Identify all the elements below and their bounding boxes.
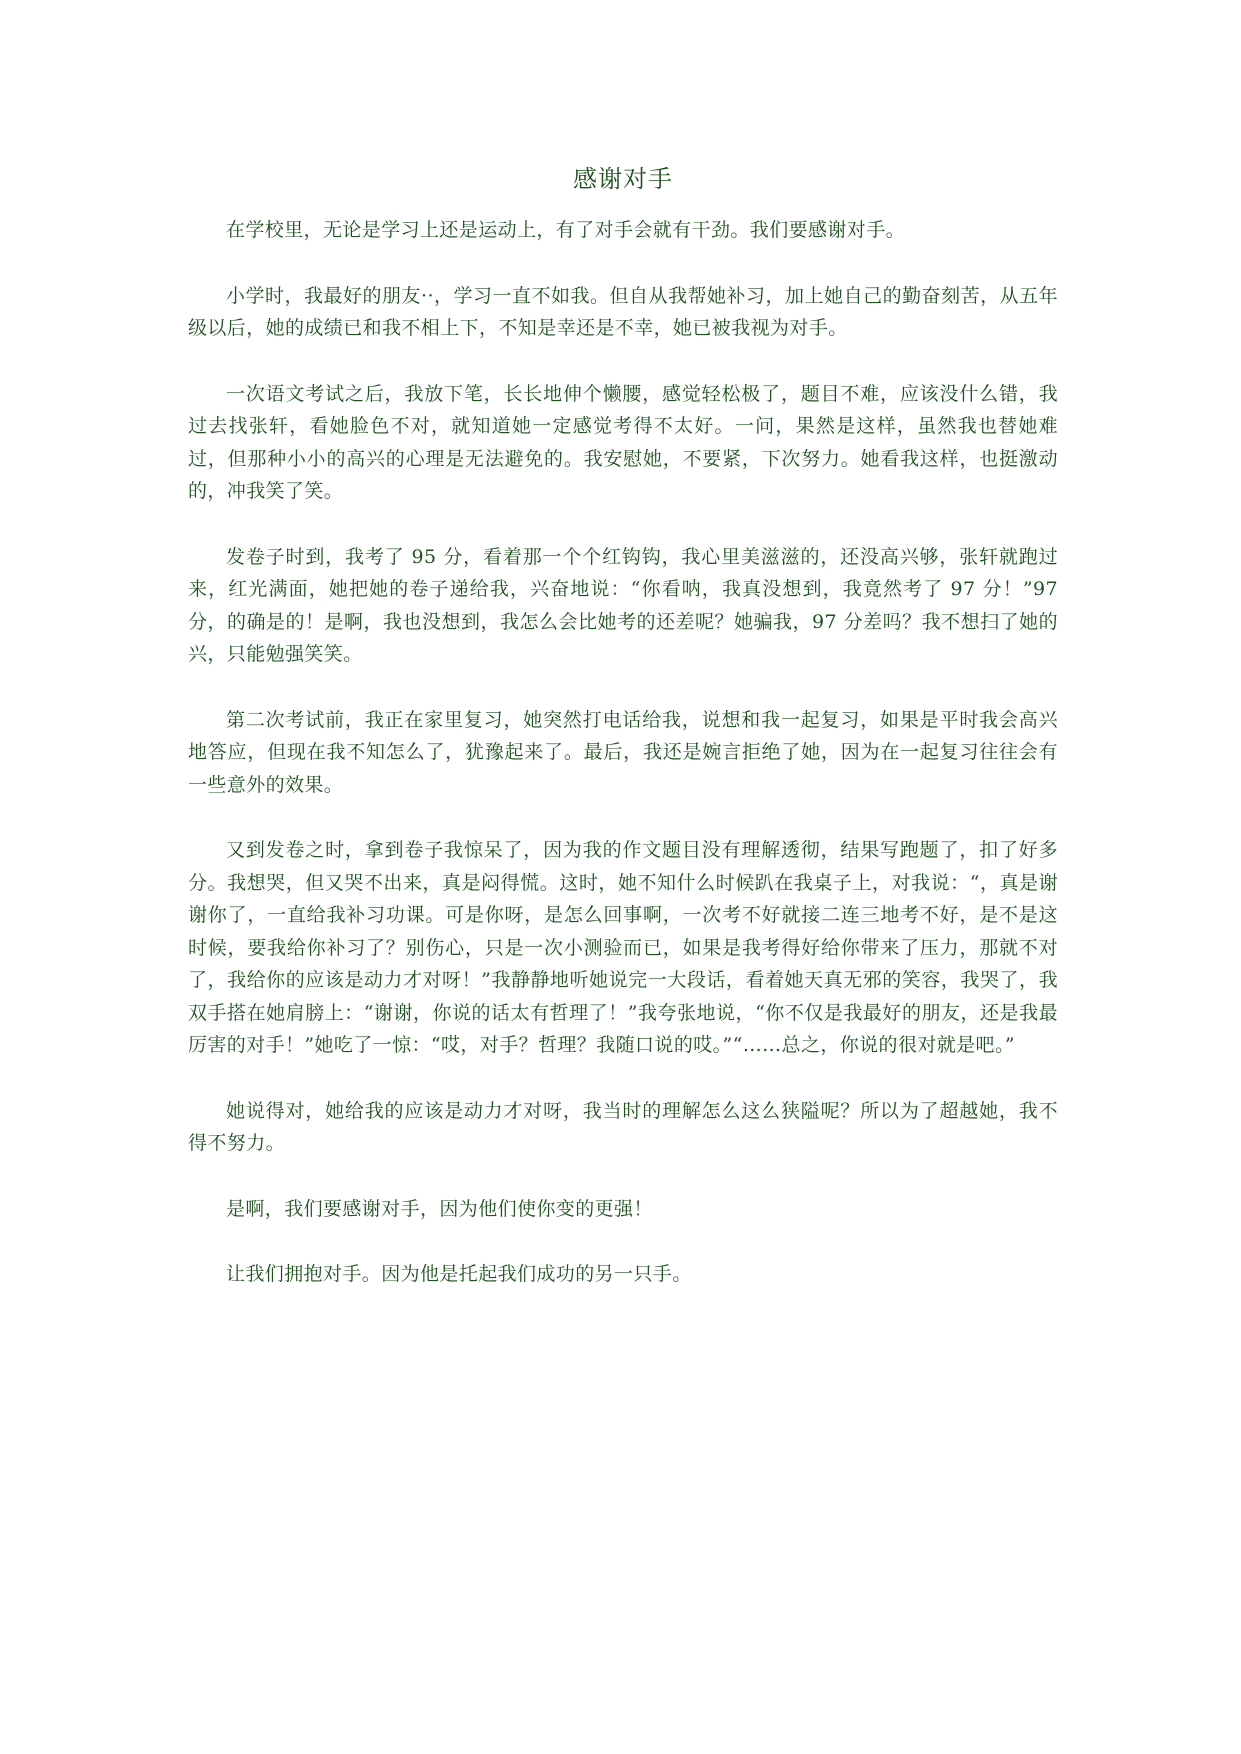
paragraph: 让我们拥抱对手。因为他是托起我们成功的另一只手。 — [226, 1263, 692, 1285]
paragraph: 小学时，我最好的朋友··，学习一直不如我。但自从我帮她补习，加上她自己的勤奋刻苦，从五年级以后，她的成绩已和我不相上下，不知是幸还是不幸，她已被我视为对手。 — [188, 284, 1058, 339]
paragraph: 是啊，我们要感谢对手，因为他们使你变的更强！ — [226, 1197, 653, 1220]
paragraph: 第二次考试前，我正在家里复习，她突然打电话给我，说想和我一起复习，如果是平时我会高兴地答应，但现在我不知怎么了，犹豫起来了。最后，我还是婉言拒绝了她，因为在一起复习往往会有一些意外的效果。 — [188, 708, 1058, 796]
paragraph: 她说得对，她给我的应该是动力才对呀，我当时的理解怎么这么狭隘呢？所以为了超越她，我不得不努力。 — [188, 1099, 1058, 1154]
paragraph: 又到发卷之时，拿到卷子我惊呆了，因为我的作文题目没有理解透彻，结果写跑题了，扣了好多分。我想哭，但又哭不出来，真是闷得慌。这时，她不知什么时候趴在我桌子上，对我说：“，真是谢谢你了，一直给我补习功课。可是你呀，是怎么回事啊，一次考不好就接二连三地考不好，是不是这时候，要我给你补习了？别伤心，只是一次小测验而已，如果是我考得好给你带来了压力，那就不对了，我给你的应该是动力才对呀！”我静静地听她说完一大段话，看着她天真无邪的笑容，我哭了，我双手搭在她肩膀上：“谢谢，你说的话太有哲理了！”我夸张地说，“你不仅是我最好的朋友，还是我最厉害的对手！”她吃了一惊：“哎，对手？哲理？我随口说的哎。”“……总之，你说的很对就是吧。” — [188, 839, 1058, 1056]
paragraph: 在学校里，无论是学习上还是运动上，有了对手会就有干劲。我们要感谢对手。 — [226, 219, 906, 241]
paragraph: 一次语文考试之后，我放下笔，长长地伸个懒腰，感觉轻松极了，题目不难，应该没什么错，我过去找张轩，看她脸色不对，就知道她一定感觉考得不太好。一问，果然是这样，虽然我也替她难过，但那种小小的高兴的心理是无法避免的。我安慰她，不要紧，下次努力。她看我这样，也挺激动的，冲我笑了笑。 — [188, 382, 1058, 502]
document-title: 感谢对手 — [573, 165, 673, 193]
document-body — [188, 160, 1058, 1291]
paragraph: 发卷子时到，我考了 95 分，看着那一个个红钩钩，我心里美滋滋的，还没高兴够，张轩就跑过来，红光满面，她把她的卷子递给我，兴奋地说：“你看呐，我真没想到，我竟然考了 97 分！”97 分，的确是的！是啊，我也没想到，我怎么会比她考的还差呢？她骗我，97 分差吗？我不想扫了她的兴，只能勉强笑笑。 — [188, 545, 1058, 665]
